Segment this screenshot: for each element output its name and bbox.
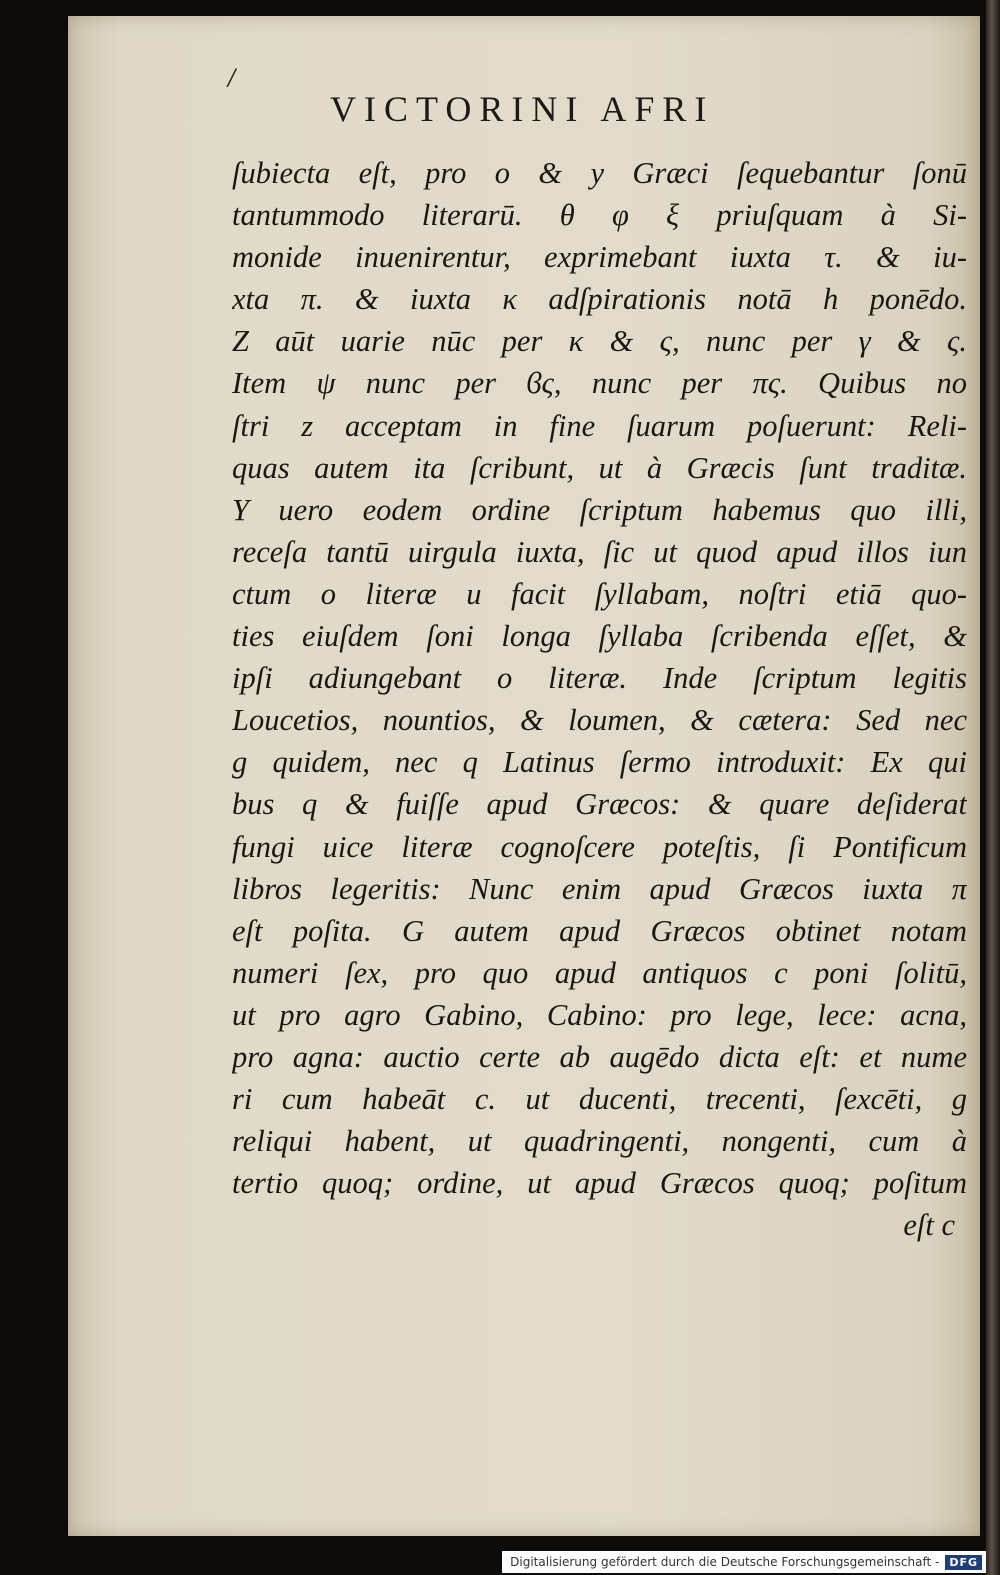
text-line: bus q & fuiſſe apud Græcos: & quare deſiderat xyxy=(232,787,967,822)
running-head: VICTORINI AFRI xyxy=(330,89,715,129)
text-line: xta π. & iuxta κ adſpirationis notā h ponēdo. xyxy=(232,282,967,317)
text-line: receſa tantū uirgula iuxta, ſic ut quod apud illos iun xyxy=(232,534,967,569)
catchword-line: eſt c xyxy=(903,1208,955,1243)
book-binding-edge xyxy=(986,0,1000,1575)
text-line: Loucetios, nountios, & loumen, & cætera: Sed nec xyxy=(232,703,967,738)
text-line: reliqui habent, ut quadringenti, nongenti, cum à xyxy=(232,1124,967,1159)
text-line: ut pro agro Gabino, Cabino: pro lege, lece: acna, xyxy=(232,997,967,1032)
text-line: ctum o literæ u facit ſyllabam, noſtri etiā quo- xyxy=(232,576,967,611)
text-line: fungi uice literæ cognoſcere poteſtis, ſi Pontificum xyxy=(232,829,967,864)
text-line: Item ψ nunc per ϐς, nunc per πς. Quibus no xyxy=(232,366,967,401)
text-line: pro agna: auctio certe ab augēdo dicta eſt: et nume xyxy=(232,1039,967,1074)
text-line: Z aūt uarie nūc per κ & ς, nunc per γ & ς. xyxy=(232,324,967,359)
stray-pen-mark: / xyxy=(228,66,236,91)
text-line: tantummodo literarū. θ φ ξ priuſquam à Si- xyxy=(232,198,967,233)
text-line: ties eiuſdem ſoni longa ſyllaba ſcribenda eſſet, & xyxy=(232,619,967,654)
text-line: ſubiecta eſt, pro o & y Græci ſequebantur ſonū xyxy=(232,156,967,190)
text-line: g quidem, nec q Latinus ſermo introduxit: Ex qui xyxy=(232,745,967,780)
text-line: libros legeritis: Nunc enim apud Græcos iuxta π xyxy=(232,871,967,906)
credit-text: Digitalisierung gefördert durch die Deutsche Forschungsgemeinschaft - xyxy=(510,1555,940,1569)
text-line: ipſi adiungebant o literæ. Inde ſcriptum legitis xyxy=(232,661,967,696)
dfg-logo: DFG xyxy=(945,1555,982,1570)
text-line: tertio quoq; ordine, ut apud Græcos quoq; poſitum xyxy=(232,1166,967,1201)
text-line: ſtri z acceptam in fine ſuarum poſuerunt: Reli- xyxy=(232,408,967,443)
text-line: Υ uero eodem ordine ſcriptum habemus quo illi, xyxy=(232,492,967,527)
text-line: monide inuenirentur, exprimebant iuxta τ. & iu- xyxy=(232,240,967,275)
text-line: ri cum habeāt c. ut ducenti, trecenti, ſexcēti, g xyxy=(232,1082,967,1117)
text-line: numeri ſex, pro quo apud antiquos c poni ſolitū, xyxy=(232,955,967,990)
text-line: eſt poſita. G autem apud Græcos obtinet notam xyxy=(232,913,967,948)
body-text xyxy=(232,152,967,1246)
digitization-credit xyxy=(502,1551,986,1573)
text-line: quas autem ita ſcribunt, ut à Græcis ſunt traditæ. xyxy=(232,450,967,485)
